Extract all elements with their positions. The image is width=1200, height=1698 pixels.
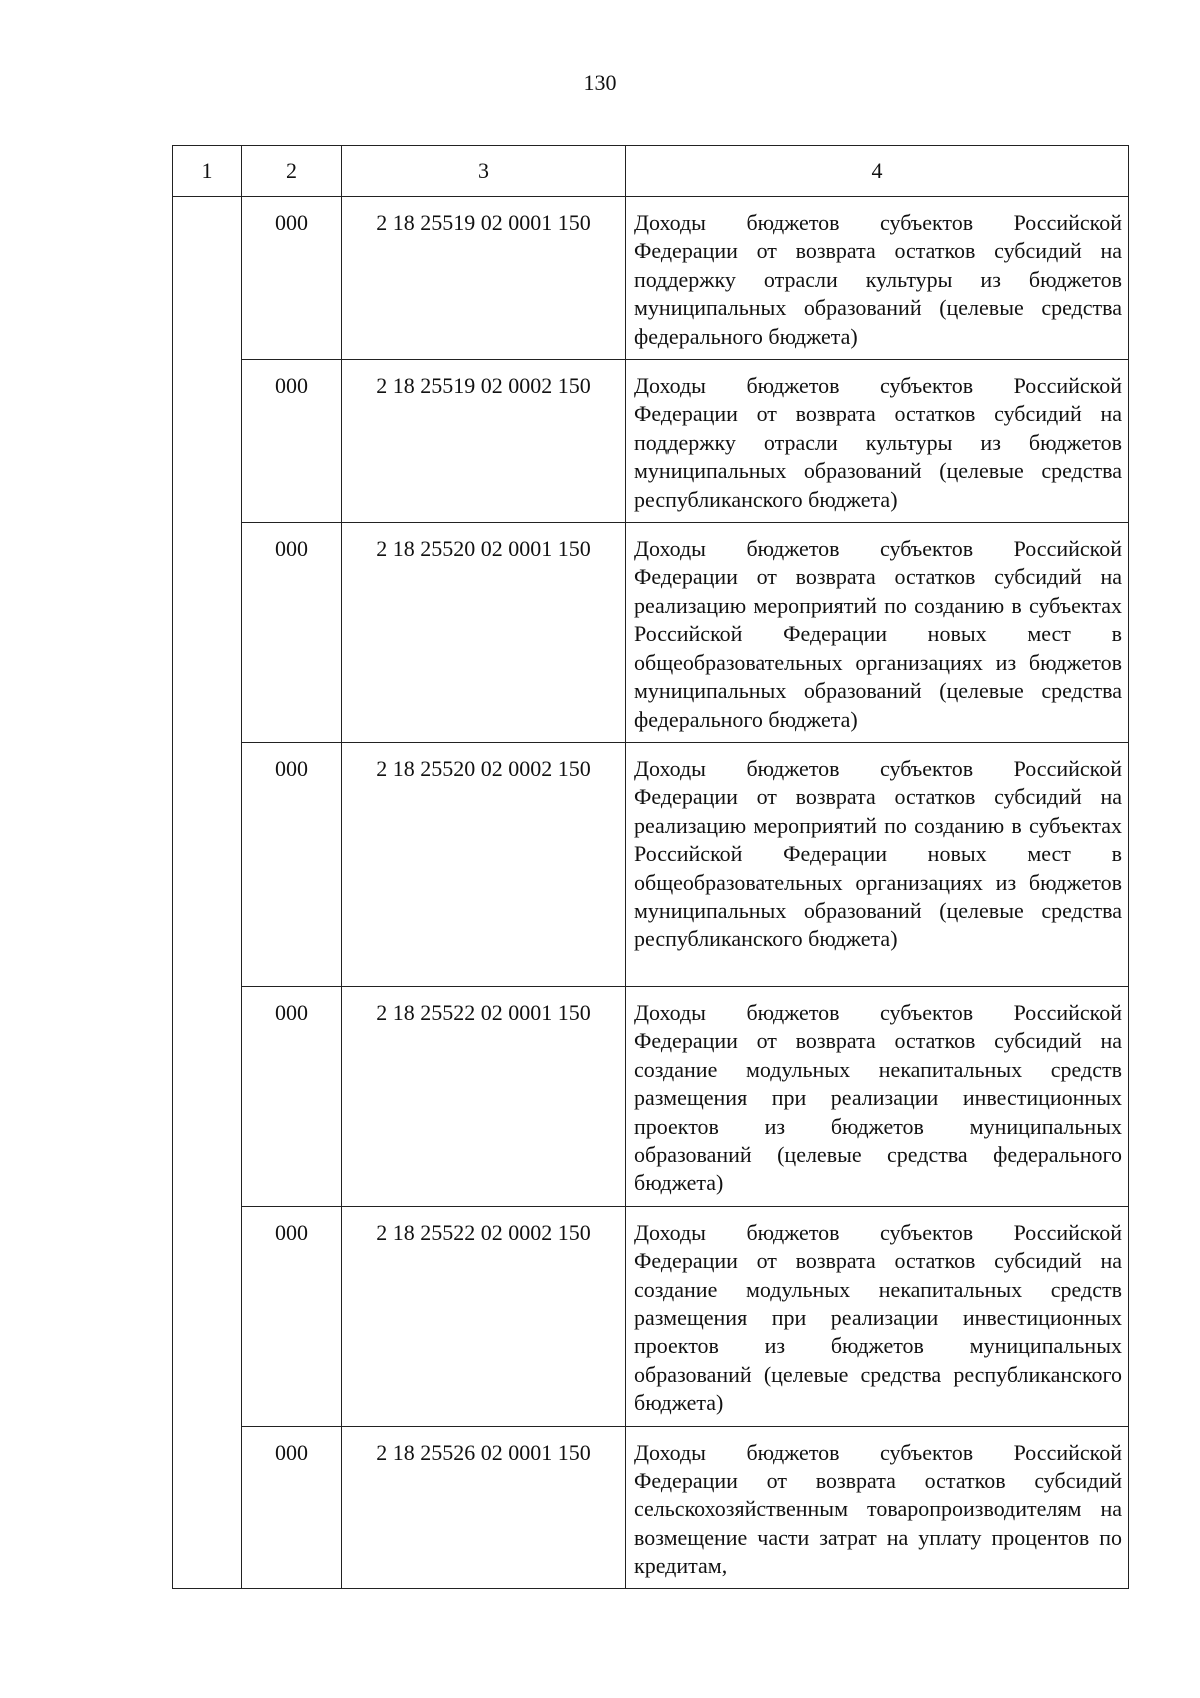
admin-code-cell: 000: [242, 1426, 342, 1588]
budget-code-cell: 2 18 25520 02 0001 150: [342, 523, 626, 743]
description-cell: Доходы бюджетов субъектов Российской Федерации от возврата остатков субсидий на создание модульных некапитальных средств размещения при реализации инвестиционных проектов из бюджетов муниципальных образований (целевые средства федерального бюджета): [626, 986, 1129, 1206]
admin-code-cell: 000: [242, 523, 342, 743]
table-row: [173, 1426, 1129, 1588]
admin-code-cell: 000: [242, 1206, 342, 1426]
description-cell: Доходы бюджетов субъектов Российской Федерации от возврата остатков субсидий на создание модульных некапитальных средств размещения при реализации инвестиционных проектов из бюджетов муниципальных образований (целевые средства республиканского бюджета): [626, 1206, 1129, 1426]
budget-code-cell: 2 18 25522 02 0002 150: [342, 1206, 626, 1426]
budget-code-cell: 2 18 25519 02 0002 150: [342, 360, 626, 523]
table-row: [173, 360, 1129, 523]
page-number: 130: [583, 70, 617, 95]
budget-code-cell: 2 18 25526 02 0001 150: [342, 1426, 626, 1588]
description-cell: Доходы бюджетов субъектов Российской Федерации от возврата остатков субсидий на поддержку отрасли культуры из бюджетов муниципальных образований (целевые средства республиканского бюджета): [626, 360, 1129, 523]
admin-code-cell: 000: [242, 742, 342, 986]
description-cell: Доходы бюджетов субъектов Российской Федерации от возврата остатков субсидий на реализацию мероприятий по созданию в субъектах Российской Федерации новых мест в общеобразовательных организациях из бюджетов муниципальных образований (целевые средства федерального бюджета): [626, 523, 1129, 743]
header-row: [173, 146, 1129, 197]
header-col-3: 3: [342, 146, 626, 197]
admin-code-cell: 000: [242, 197, 342, 360]
table-row: [173, 523, 1129, 743]
budget-code-cell: 2 18 25519 02 0001 150: [342, 197, 626, 360]
admin-code-cell: 000: [242, 360, 342, 523]
budget-code-cell: 2 18 25520 02 0002 150: [342, 742, 626, 986]
description-cell: Доходы бюджетов субъектов Российской Федерации от возврата остатков субсидий на поддержку отрасли культуры из бюджетов муниципальных образований (целевые средства федерального бюджета): [626, 197, 1129, 360]
table-row: [173, 986, 1129, 1206]
header-col-2: 2: [242, 146, 342, 197]
budget-code-cell: 2 18 25522 02 0001 150: [342, 986, 626, 1206]
description-cell: Доходы бюджетов субъектов Российской Федерации от возврата остатков субсидий сельскохозяйственным товаропроизводителям на возмещение части затрат на уплату процентов по кредитам,: [626, 1426, 1129, 1588]
header-col-1: 1: [173, 146, 242, 197]
header-col-4: 4: [626, 146, 1129, 197]
admin-code-cell: 000: [242, 986, 342, 1206]
description-cell: Доходы бюджетов субъектов Российской Федерации от возврата остатков субсидий на реализацию мероприятий по созданию в субъектах Российской Федерации новых мест в общеобразовательных организациях из бюджетов муниципальных образований (целевые средства республиканского бюджета): [626, 742, 1129, 986]
budget-codes-table: [172, 145, 1129, 1589]
table-row: [173, 1206, 1129, 1426]
table-row: [173, 197, 1129, 360]
column-1-merged-cell: [173, 197, 242, 1589]
table-row: [173, 742, 1129, 986]
